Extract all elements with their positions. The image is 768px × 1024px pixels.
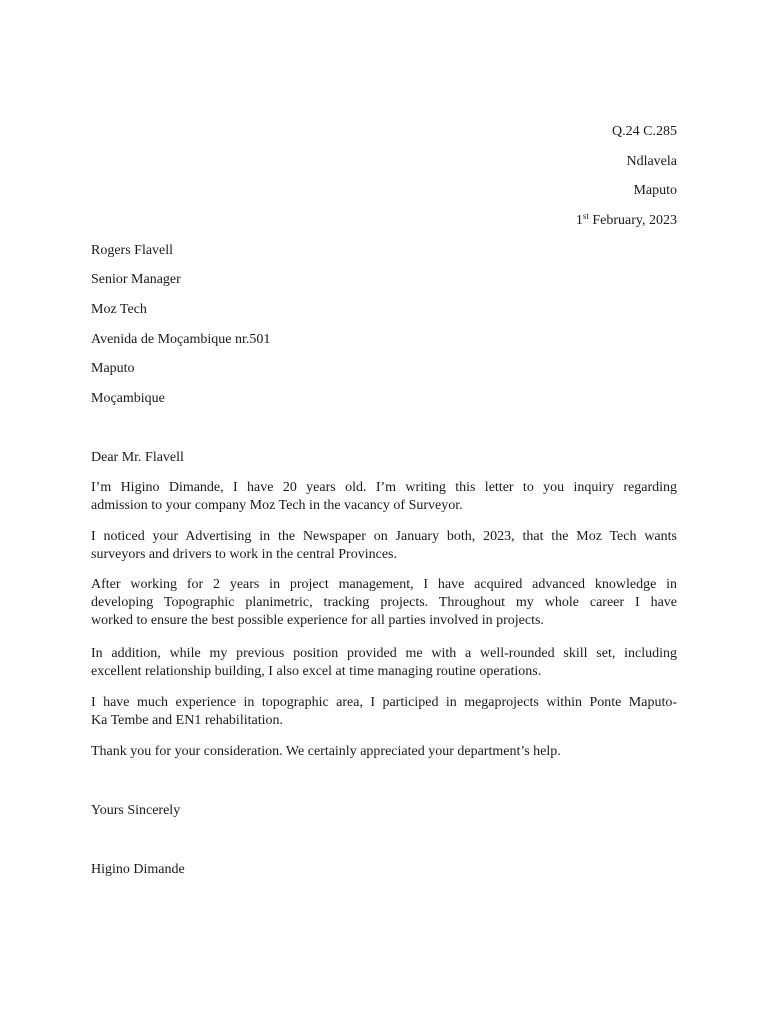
- paragraph-line: excellent relationship building, I also excel at time managing routine operations.: [91, 664, 542, 679]
- letter-date: [576, 212, 677, 230]
- date-ordinal-suffix: st: [582, 211, 589, 221]
- paragraph-line: developing Topographic planimetric, tracking projects. Throughout my whole career I have: [91, 595, 677, 610]
- paragraph-line: I have much experience in topographic area, I participed in megaprojects within Ponte Maputo-: [91, 695, 677, 710]
- sender-address-line-2: Ndlavela: [626, 154, 677, 169]
- recipient-city: Maputo: [91, 361, 135, 376]
- closing-phrase: Yours Sincerely: [91, 803, 181, 818]
- paragraph-line: After working for 2 years in project management, I have acquired advanced knowledge in: [91, 577, 677, 592]
- sender-address-line-1: Q.24 C.285: [612, 124, 677, 139]
- body-paragraph-1: [91, 479, 677, 515]
- paragraph-line: worked to ensure the best possible experience for all parties involved in projects.: [91, 613, 544, 628]
- salutation: Dear Mr. Flavell: [91, 450, 184, 465]
- recipient-company: Moz Tech: [91, 302, 147, 317]
- paragraph-line: surveyors and drivers to work in the central Provinces.: [91, 547, 397, 562]
- signature-name: Higino Dimande: [91, 862, 185, 877]
- body-paragraph-3: [91, 576, 677, 630]
- recipient-country: Moçambique: [91, 391, 165, 406]
- paragraph-line: admission to your company Moz Tech in the vacancy of Surveyor.: [91, 498, 463, 513]
- body-paragraph-2: [91, 528, 677, 564]
- sender-address-line-3: Maputo: [633, 183, 677, 198]
- paragraph-line: I’m Higino Dimande, I have 20 years old. I’m writing this letter to you inquiry regarding: [91, 480, 677, 495]
- body-paragraph-6: Thank you for your consideration. We certainly appreciated your department’s help.: [91, 744, 561, 759]
- date-day: 1: [575, 213, 583, 228]
- recipient-street: Avenida de Moçambique nr.501: [91, 332, 271, 347]
- date-month-year: February, 2023: [588, 213, 677, 228]
- body-paragraph-4: [91, 645, 677, 681]
- body-paragraph-5: [91, 694, 677, 730]
- paragraph-line: Ka Tembe and EN1 rehabilitation.: [91, 713, 283, 728]
- paragraph-line: I noticed your Advertising in the Newspaper on January both, 2023, that the Moz Tech wants: [91, 529, 677, 544]
- recipient-name: Rogers Flavell: [91, 243, 174, 258]
- paragraph-line: In addition, while my previous position provided me with a well-rounded skill set, including: [91, 646, 677, 661]
- recipient-title: Senior Manager: [91, 272, 181, 287]
